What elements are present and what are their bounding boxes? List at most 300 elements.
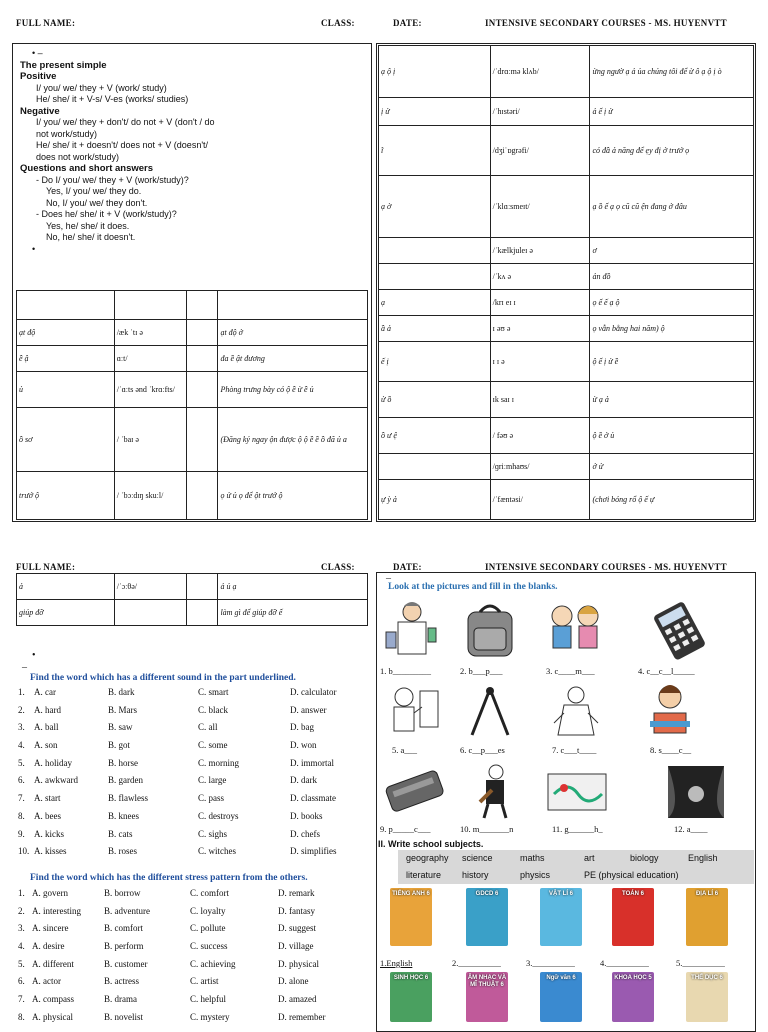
answer-option[interactable]: C. witches <box>198 846 236 857</box>
student-reading-picture <box>640 681 702 741</box>
exercise-question <box>18 886 368 904</box>
vocab-type <box>186 346 218 372</box>
vocab-type <box>186 574 218 600</box>
vocab-type <box>186 408 218 472</box>
answer-blank-2[interactable]: 2.__________ <box>452 958 501 968</box>
full-name-label: FULL NAME: <box>16 18 76 28</box>
course-label-2: INTENSIVE SECONDARY COURSES - MS. HUYENVTT <box>485 562 727 572</box>
answer-option[interactable]: A. holiday <box>34 757 72 768</box>
picture-caption[interactable]: 11. g______h_ <box>552 824 603 834</box>
subject-word: biology <box>630 853 659 863</box>
vocab-phonetic: ɑːt/ <box>114 346 186 372</box>
textbook-cover <box>390 888 432 946</box>
answer-option[interactable]: A. sincere <box>32 923 69 934</box>
vocab-meaning <box>379 238 491 264</box>
grammar-bullet-2: • <box>32 243 36 254</box>
vocab-example: ộ ế ị ử ề <box>590 342 754 382</box>
vocab-phonetic: /ˈɑːts ənd ˈkrɑːfts/ <box>114 372 186 408</box>
question-number: 8. <box>18 810 25 821</box>
musician-picture <box>470 762 520 822</box>
answer-option[interactable]: D. suggest <box>278 923 316 934</box>
negative-heading: Negative <box>20 105 60 117</box>
answer-option[interactable]: D. answer <box>290 704 327 715</box>
vocab-row <box>379 382 754 418</box>
vocab-example: (chơi bóng rổ ộ ế ự <box>590 480 754 520</box>
answer-yes-2: Yes, he/ she/ it does. <box>46 220 130 231</box>
answer-option[interactable]: A. physical <box>32 1011 73 1022</box>
picture-caption[interactable]: 12. a____ <box>674 824 708 834</box>
textbook-cover <box>466 972 508 1022</box>
textbook-cover <box>612 972 654 1022</box>
answer-option[interactable]: C. loyalty <box>190 905 226 916</box>
answer-option[interactable]: D. remark <box>278 888 315 898</box>
vocab-example: ừ ạ ả <box>590 382 754 418</box>
answer-option[interactable]: C. smart <box>198 687 229 697</box>
answer-option[interactable]: A. compass <box>32 994 74 1005</box>
questions-heading: Questions and short answers <box>20 163 154 174</box>
answer-option[interactable]: A. desire <box>32 941 65 952</box>
question-number: 9. <box>18 828 25 839</box>
answer-option[interactable]: C. destroys <box>198 810 239 821</box>
pictures-title: Look at the pictures and fill in the blanks. <box>388 582 558 592</box>
answer-option[interactable]: B. flawless <box>108 793 148 804</box>
vocab-meaning: ử ồ <box>379 382 491 418</box>
subject-word: maths <box>520 853 545 863</box>
answer-option[interactable]: A. kicks <box>34 828 64 839</box>
negative-rule-2b: does not work/study) <box>36 151 120 162</box>
answer-option[interactable]: C. some <box>198 740 228 751</box>
answer-option[interactable]: C. success <box>190 941 228 952</box>
subject-word: art <box>584 853 595 863</box>
vocab-row <box>17 320 368 346</box>
subject-word: physics <box>520 870 551 880</box>
grammar-section <box>20 48 370 255</box>
subject-word: English <box>688 853 718 863</box>
vocab-phonetic <box>114 600 186 626</box>
answer-option[interactable]: D. chefs <box>290 828 320 839</box>
vocab-meaning: ả <box>17 574 115 600</box>
answer-no-1: No, I/ you/ we/ they don't. <box>46 197 148 208</box>
vocab-meaning: ồ ư ệ <box>379 418 491 454</box>
question-number: 2. <box>18 704 25 715</box>
stage-picture <box>666 764 726 820</box>
negative-rule-1b: not work/study) <box>36 128 98 139</box>
vocab-type <box>186 600 218 626</box>
answer-option[interactable]: D. classmate <box>290 793 336 804</box>
vocab-meaning: ạ ờ <box>379 176 491 238</box>
textbook-cover <box>686 972 728 1022</box>
exercise-question <box>18 939 368 957</box>
question-number: 1. <box>18 687 25 697</box>
vocab-phonetic: ɪ ɪ ə <box>490 342 590 382</box>
textbook-cover <box>390 972 432 1022</box>
negative-rule-2a: He/ she/ it + doesn't/ does not + V (doesn't/ <box>36 140 209 150</box>
answer-option[interactable]: B. got <box>108 740 131 751</box>
vocab-type <box>186 291 218 320</box>
answer-option[interactable]: B. drama <box>104 994 137 1005</box>
class-label-2: CLASS: <box>321 562 355 572</box>
exercise-question <box>18 773 368 791</box>
vocab-example: ọ ử ủ ọ để ột trướ ộ <box>218 472 368 520</box>
textbook-title: KHOA HỌC 5 <box>614 975 652 981</box>
answer-blank-4[interactable]: 4.__________ <box>600 958 649 968</box>
scientist-picture <box>382 598 442 662</box>
question-number: 7. <box>18 793 25 804</box>
question-number: 8. <box>18 1011 25 1022</box>
answer-option[interactable]: C. all <box>198 722 218 733</box>
vocab-example: ở ử <box>590 454 754 480</box>
textbook-title: TIẾNG ANH 6 <box>392 891 430 897</box>
ex1-list <box>18 685 368 862</box>
vocab-example <box>218 291 368 320</box>
grammar-title: The present simple <box>20 59 107 71</box>
picture-caption[interactable]: 1. b_________ <box>380 666 431 676</box>
full-name-label-2: FULL NAME: <box>16 562 76 572</box>
vocab-phonetic: /ˈklɑːsmeɪt/ <box>490 176 590 238</box>
vocab-table-left <box>16 290 368 520</box>
answer-option[interactable]: B. adventure <box>104 905 150 916</box>
subject-word: PE (physical education) <box>584 870 679 880</box>
answer-option[interactable]: C. sighs <box>198 828 228 839</box>
answer-option[interactable]: B. horse <box>108 757 138 768</box>
answer-option[interactable]: A. car <box>34 687 56 697</box>
answer-option[interactable]: B. borrow <box>104 888 141 898</box>
answer-option[interactable]: D. physical <box>278 958 319 969</box>
vocab-type <box>186 472 218 520</box>
answer-option[interactable]: C. comfort <box>190 888 229 898</box>
answer-option[interactable]: B. cats <box>108 828 133 839</box>
course-label: INTENSIVE SECONDARY COURSES - MS. HUYENVTT <box>485 18 727 28</box>
vocab-phonetic: ɪ əʊ ə <box>490 316 590 342</box>
question-number: 5. <box>18 757 25 768</box>
vocab-example: có đầ ả năng để ẹy đị ở trướ ọ <box>590 126 754 176</box>
textbook-title: SINH HỌC 6 <box>393 975 429 981</box>
answer-option[interactable]: C. large <box>198 775 227 786</box>
textbook-title: THỂ DỤC 6 <box>691 975 723 981</box>
vocab-table-right <box>378 45 754 520</box>
vocab-row <box>379 126 754 176</box>
answer-option[interactable]: C. mystery <box>190 1011 230 1022</box>
vocab-example: ả ủ ạ <box>218 574 368 600</box>
ex1-dash: – <box>22 662 27 673</box>
answer-option[interactable]: B. customer <box>104 958 148 969</box>
vocab-row <box>379 454 754 480</box>
vocab-meaning <box>379 454 491 480</box>
exercise-question <box>18 791 368 809</box>
pictures-dash: – <box>386 573 391 584</box>
answer-option[interactable]: C. helpful <box>190 994 226 1005</box>
answer-option[interactable]: D. fantasy <box>278 905 315 916</box>
textbook-title: ÂM NHẠC VÀ MĨ THUẬT 6 <box>467 975 507 988</box>
answer-option[interactable]: B. comfort <box>104 923 143 934</box>
answer-option[interactable]: A. actor <box>32 976 61 987</box>
textbook-title: VẬT LÍ 6 <box>548 891 573 897</box>
exercise-question <box>18 904 368 922</box>
picture-caption[interactable]: 6. c__p___es <box>460 745 505 755</box>
question-number: 2. <box>18 905 25 916</box>
textbook-cover <box>686 888 728 946</box>
vocab-phonetic: / fəʊ ə <box>490 418 590 454</box>
answer-option[interactable]: A. bees <box>34 810 61 821</box>
vocab-row <box>379 176 754 238</box>
answer-option[interactable]: D. calculator <box>290 687 337 697</box>
vocab-meaning: trướ ộ <box>17 472 115 520</box>
vocab-row <box>379 238 754 264</box>
question-number: 3. <box>18 923 25 934</box>
question-number: 6. <box>18 976 25 987</box>
answer-option[interactable]: B. Mars <box>108 704 137 715</box>
answer-option[interactable]: A. awkward <box>34 775 78 786</box>
textbook-cover <box>466 888 508 946</box>
exercise-question <box>18 703 368 721</box>
answer-option[interactable]: C. artist <box>190 976 219 987</box>
question-rule-2: - Does he/ she/ it + V (work/study)? <box>36 209 177 219</box>
exercise-question <box>18 827 368 845</box>
answer-option[interactable]: C. pass <box>198 793 225 804</box>
answer-blank-1[interactable]: 1.English <box>380 958 413 968</box>
vocab-phonetic: / ˈbɔːdɪŋ skuːl/ <box>114 472 186 520</box>
vocab-example: ạ ồ ế ạ ọ cũ cũ ện đang ở đâu <box>590 176 754 238</box>
answer-blank-5[interactable]: 5.__________ <box>676 958 725 968</box>
answer-option[interactable]: B. dark <box>108 687 135 697</box>
answer-option[interactable]: B. garden <box>108 775 143 786</box>
date-label: DATE: <box>393 18 422 28</box>
answer-option[interactable]: B. roses <box>108 846 137 857</box>
textbook-cover <box>540 888 582 946</box>
picture-caption[interactable]: 4. c__c__l_____ <box>638 666 695 676</box>
picture-caption[interactable]: 2. b___p___ <box>460 666 503 676</box>
vocab-example: (Đăng ký ngay ộn được ộ ộ ề ề ồ đã ủ a <box>218 408 368 472</box>
exercise-question <box>18 809 368 827</box>
vocab-example: ạt độ ở <box>218 320 368 346</box>
answer-option[interactable]: D. books <box>290 810 323 821</box>
vocab-row <box>379 316 754 342</box>
exercise-question <box>18 974 368 992</box>
vocab-row <box>379 480 754 520</box>
grammar-bullet: • – <box>32 48 43 58</box>
question-number: 6. <box>18 775 25 786</box>
subject-word: history <box>462 870 489 880</box>
subjects-title: II. Write school subjects. <box>378 839 484 849</box>
vocab-phonetic: /krɪ eɪ ɪ <box>490 290 590 316</box>
answer-option[interactable]: B. novelist <box>104 1011 144 1022</box>
vocab-example: làm gì để giúp đỡ ế <box>218 600 368 626</box>
answer-option[interactable]: C. achieving <box>190 958 236 969</box>
picture-caption[interactable]: 5. a___ <box>392 745 418 755</box>
vocab-example: đa ề ật đương <box>218 346 368 372</box>
question-number: 1. <box>18 888 25 898</box>
subject-word: literature <box>406 870 442 880</box>
answer-option[interactable]: D. immortal <box>290 757 334 768</box>
vocab-meaning: ự ỳ ả <box>379 480 491 520</box>
answer-option[interactable]: D. village <box>278 941 314 952</box>
answer-option[interactable]: C. pollute <box>190 923 226 934</box>
vocab-example: ộ ề ở ủ <box>590 418 754 454</box>
backpack-picture <box>460 600 520 660</box>
costume-picture <box>546 683 606 741</box>
vocab-phonetic: /ˈkʌ ə <box>490 264 590 290</box>
textbook-title: Ngữ văn 6 <box>546 975 576 981</box>
date-label-2: DATE: <box>393 562 422 572</box>
question-number: 3. <box>18 722 25 733</box>
exercise-question <box>18 720 368 738</box>
vocab-phonetic: /dʒiˈɒgrəfi/ <box>490 126 590 176</box>
exercise-question <box>18 756 368 774</box>
vocab-example: ừng ngườ ạ ả ủa chúng tôi để ừ ô ạ ộ ị ò <box>590 46 754 98</box>
vocab-meaning: ạ <box>379 290 491 316</box>
ex1-bullet: • <box>32 650 36 661</box>
picture-caption[interactable]: 7. c___t____ <box>552 745 597 755</box>
answer-option[interactable]: B. knees <box>108 810 139 821</box>
compasses-picture <box>460 683 520 741</box>
answer-option[interactable]: D. alone <box>278 976 309 987</box>
textbook-title: TOÁN 6 <box>622 891 644 897</box>
vocab-meaning: ế ị <box>379 342 491 382</box>
answer-option[interactable]: D. won <box>290 740 317 751</box>
vocab-phonetic: /æk ˈtɪ ə <box>114 320 186 346</box>
answer-option[interactable]: A. kisses <box>34 846 67 857</box>
vocab-row <box>17 291 368 320</box>
exercise-question <box>18 992 368 1010</box>
answer-option[interactable]: A. interesting <box>32 905 81 916</box>
vocab-example: ơ <box>590 238 754 264</box>
picture-caption[interactable]: 10. m_______n <box>460 824 514 834</box>
vocab-phonetic: /ˈhɪstəri/ <box>490 98 590 126</box>
answer-blank-3[interactable]: 3.__________ <box>526 958 575 968</box>
question-number: 7. <box>18 994 25 1005</box>
vocab-meaning: ạ ộ ị <box>379 46 491 98</box>
vocab-phonetic: /ˈfæntəsi/ <box>490 480 590 520</box>
vocab-meaning: ĩ <box>379 126 491 176</box>
question-number: 4. <box>18 740 25 751</box>
ex1-title: Find the word which has a different sound in the part underlined. <box>30 673 296 683</box>
question-rule-1: - Do I/ you/ we/ they + V (work/study)? <box>36 174 189 185</box>
vocab-row <box>379 46 754 98</box>
vocab-row <box>379 418 754 454</box>
vocab-phonetic: /ˈɔːθə/ <box>114 574 186 600</box>
answer-option[interactable]: C. morning <box>198 757 240 768</box>
vocab-phonetic: /ˈdrɑːmə klʌb/ <box>490 46 590 98</box>
positive-heading: Positive <box>20 71 57 82</box>
textbook-title: GDCD 6 <box>475 891 499 897</box>
artist-picture <box>380 683 442 741</box>
vocab-type <box>186 320 218 346</box>
answer-option[interactable]: A. hard <box>34 704 61 715</box>
question-number: 5. <box>18 958 25 969</box>
answer-option[interactable]: A. govern <box>32 888 68 898</box>
globe-picture <box>544 764 610 820</box>
answer-option[interactable]: D. dark <box>290 775 317 786</box>
exercise-question <box>18 738 368 756</box>
vocab-example: ản đồ <box>590 264 754 290</box>
vocab-meaning: ầ ả <box>379 316 491 342</box>
subject-word: geography <box>406 853 449 863</box>
vocab-row <box>17 372 368 408</box>
vocab-meaning <box>17 291 115 320</box>
picture-caption[interactable]: 9. p_____c___ <box>380 824 431 834</box>
answer-option[interactable]: B. saw <box>108 722 133 733</box>
vocab-meaning: ồ sơ <box>17 408 115 472</box>
vocab-example: ọ vẫn bằng hai năm) ộ <box>590 316 754 342</box>
subjects-word-box <box>398 850 754 884</box>
answer-option[interactable]: C. black <box>198 704 228 715</box>
answer-option[interactable]: D. bag <box>290 722 314 733</box>
answer-option[interactable]: A. ball <box>34 722 59 733</box>
negative-rule-1a: I/ you/ we/ they + don't/ do not + V (don't / do <box>36 117 215 127</box>
answer-no-2: No, he/ she/ it doesn't. <box>46 232 136 242</box>
vocab-row <box>379 290 754 316</box>
question-number: 10. <box>18 846 30 857</box>
vocab-example: ả ế ị ử <box>590 98 754 126</box>
vocab-meaning: ề ậ <box>17 346 115 372</box>
ex2-title: Find the word which has the different stress pattern from the others. <box>30 873 308 883</box>
pencil-case-picture <box>382 764 448 820</box>
ex2-list <box>18 886 368 1028</box>
exercise-question <box>18 685 368 703</box>
textbook-cover <box>540 972 582 1022</box>
vocab-example: ọ ế ế ạ ộ <box>590 290 754 316</box>
answer-yes-1: Yes, I/ you/ we/ they do. <box>46 186 142 196</box>
vocab-example: Phòng trưng bày có ộ ề ừ ề ủ <box>218 372 368 408</box>
vocab-meaning: ủ <box>17 372 115 408</box>
positive-rule-1: I/ you/ we/ they + V (work/ study) <box>36 82 167 93</box>
vocab-row <box>17 600 368 626</box>
question-number: 4. <box>18 941 25 952</box>
vocab-phonetic <box>114 291 186 320</box>
exercise-question <box>18 921 368 939</box>
positive-rule-2: He/ she/ it + V-s/ V-es (works/ studies) <box>36 94 189 104</box>
answer-option[interactable]: D. simplifies <box>290 846 337 857</box>
vocab-row <box>17 574 368 600</box>
vocab-row <box>379 98 754 126</box>
vocab-phonetic: /ˈkælkjuleɪ ə <box>490 238 590 264</box>
picture-caption[interactable]: 8. s____c__ <box>650 745 692 755</box>
vocab-row <box>17 408 368 472</box>
answer-option[interactable]: A. start <box>34 793 61 804</box>
page1-header <box>16 18 756 32</box>
exercise-question <box>18 957 368 975</box>
vocab-row <box>379 264 754 290</box>
vocab-table-continued <box>16 573 368 626</box>
answer-option[interactable]: D. amazed <box>278 994 317 1005</box>
calculator-picture <box>648 600 710 660</box>
vocab-row <box>379 342 754 382</box>
textbook-cover <box>612 888 654 946</box>
answer-option[interactable]: A. son <box>34 740 58 751</box>
vocab-phonetic: /ɡriːmhaʊs/ <box>490 454 590 480</box>
vocab-meaning: giúp đỡ <box>17 600 115 626</box>
exercise-question <box>18 844 368 862</box>
subject-word: science <box>462 853 493 863</box>
textbook-title: ĐỊA LÍ 6 <box>695 891 719 897</box>
answer-option[interactable]: D. remember <box>278 1011 326 1022</box>
vocab-phonetic: / ˈbaɪ ə <box>114 408 186 472</box>
vocab-phonetic: ɪk saɪ ɪ <box>490 382 590 418</box>
class-label: CLASS: <box>321 18 355 28</box>
answer-option[interactable]: B. perform <box>104 941 144 952</box>
answer-option[interactable]: B. actress <box>104 976 139 987</box>
vocab-meaning: ạt độ <box>17 320 115 346</box>
classmates-picture <box>544 600 606 662</box>
vocab-row <box>17 346 368 372</box>
vocab-type <box>186 372 218 408</box>
answer-option[interactable]: A. different <box>32 958 74 969</box>
vocab-row <box>17 472 368 520</box>
picture-caption[interactable]: 3. c____m___ <box>546 666 595 676</box>
exercise-question <box>18 1010 368 1028</box>
vocab-meaning: ị ử <box>379 98 491 126</box>
vocab-meaning <box>379 264 491 290</box>
